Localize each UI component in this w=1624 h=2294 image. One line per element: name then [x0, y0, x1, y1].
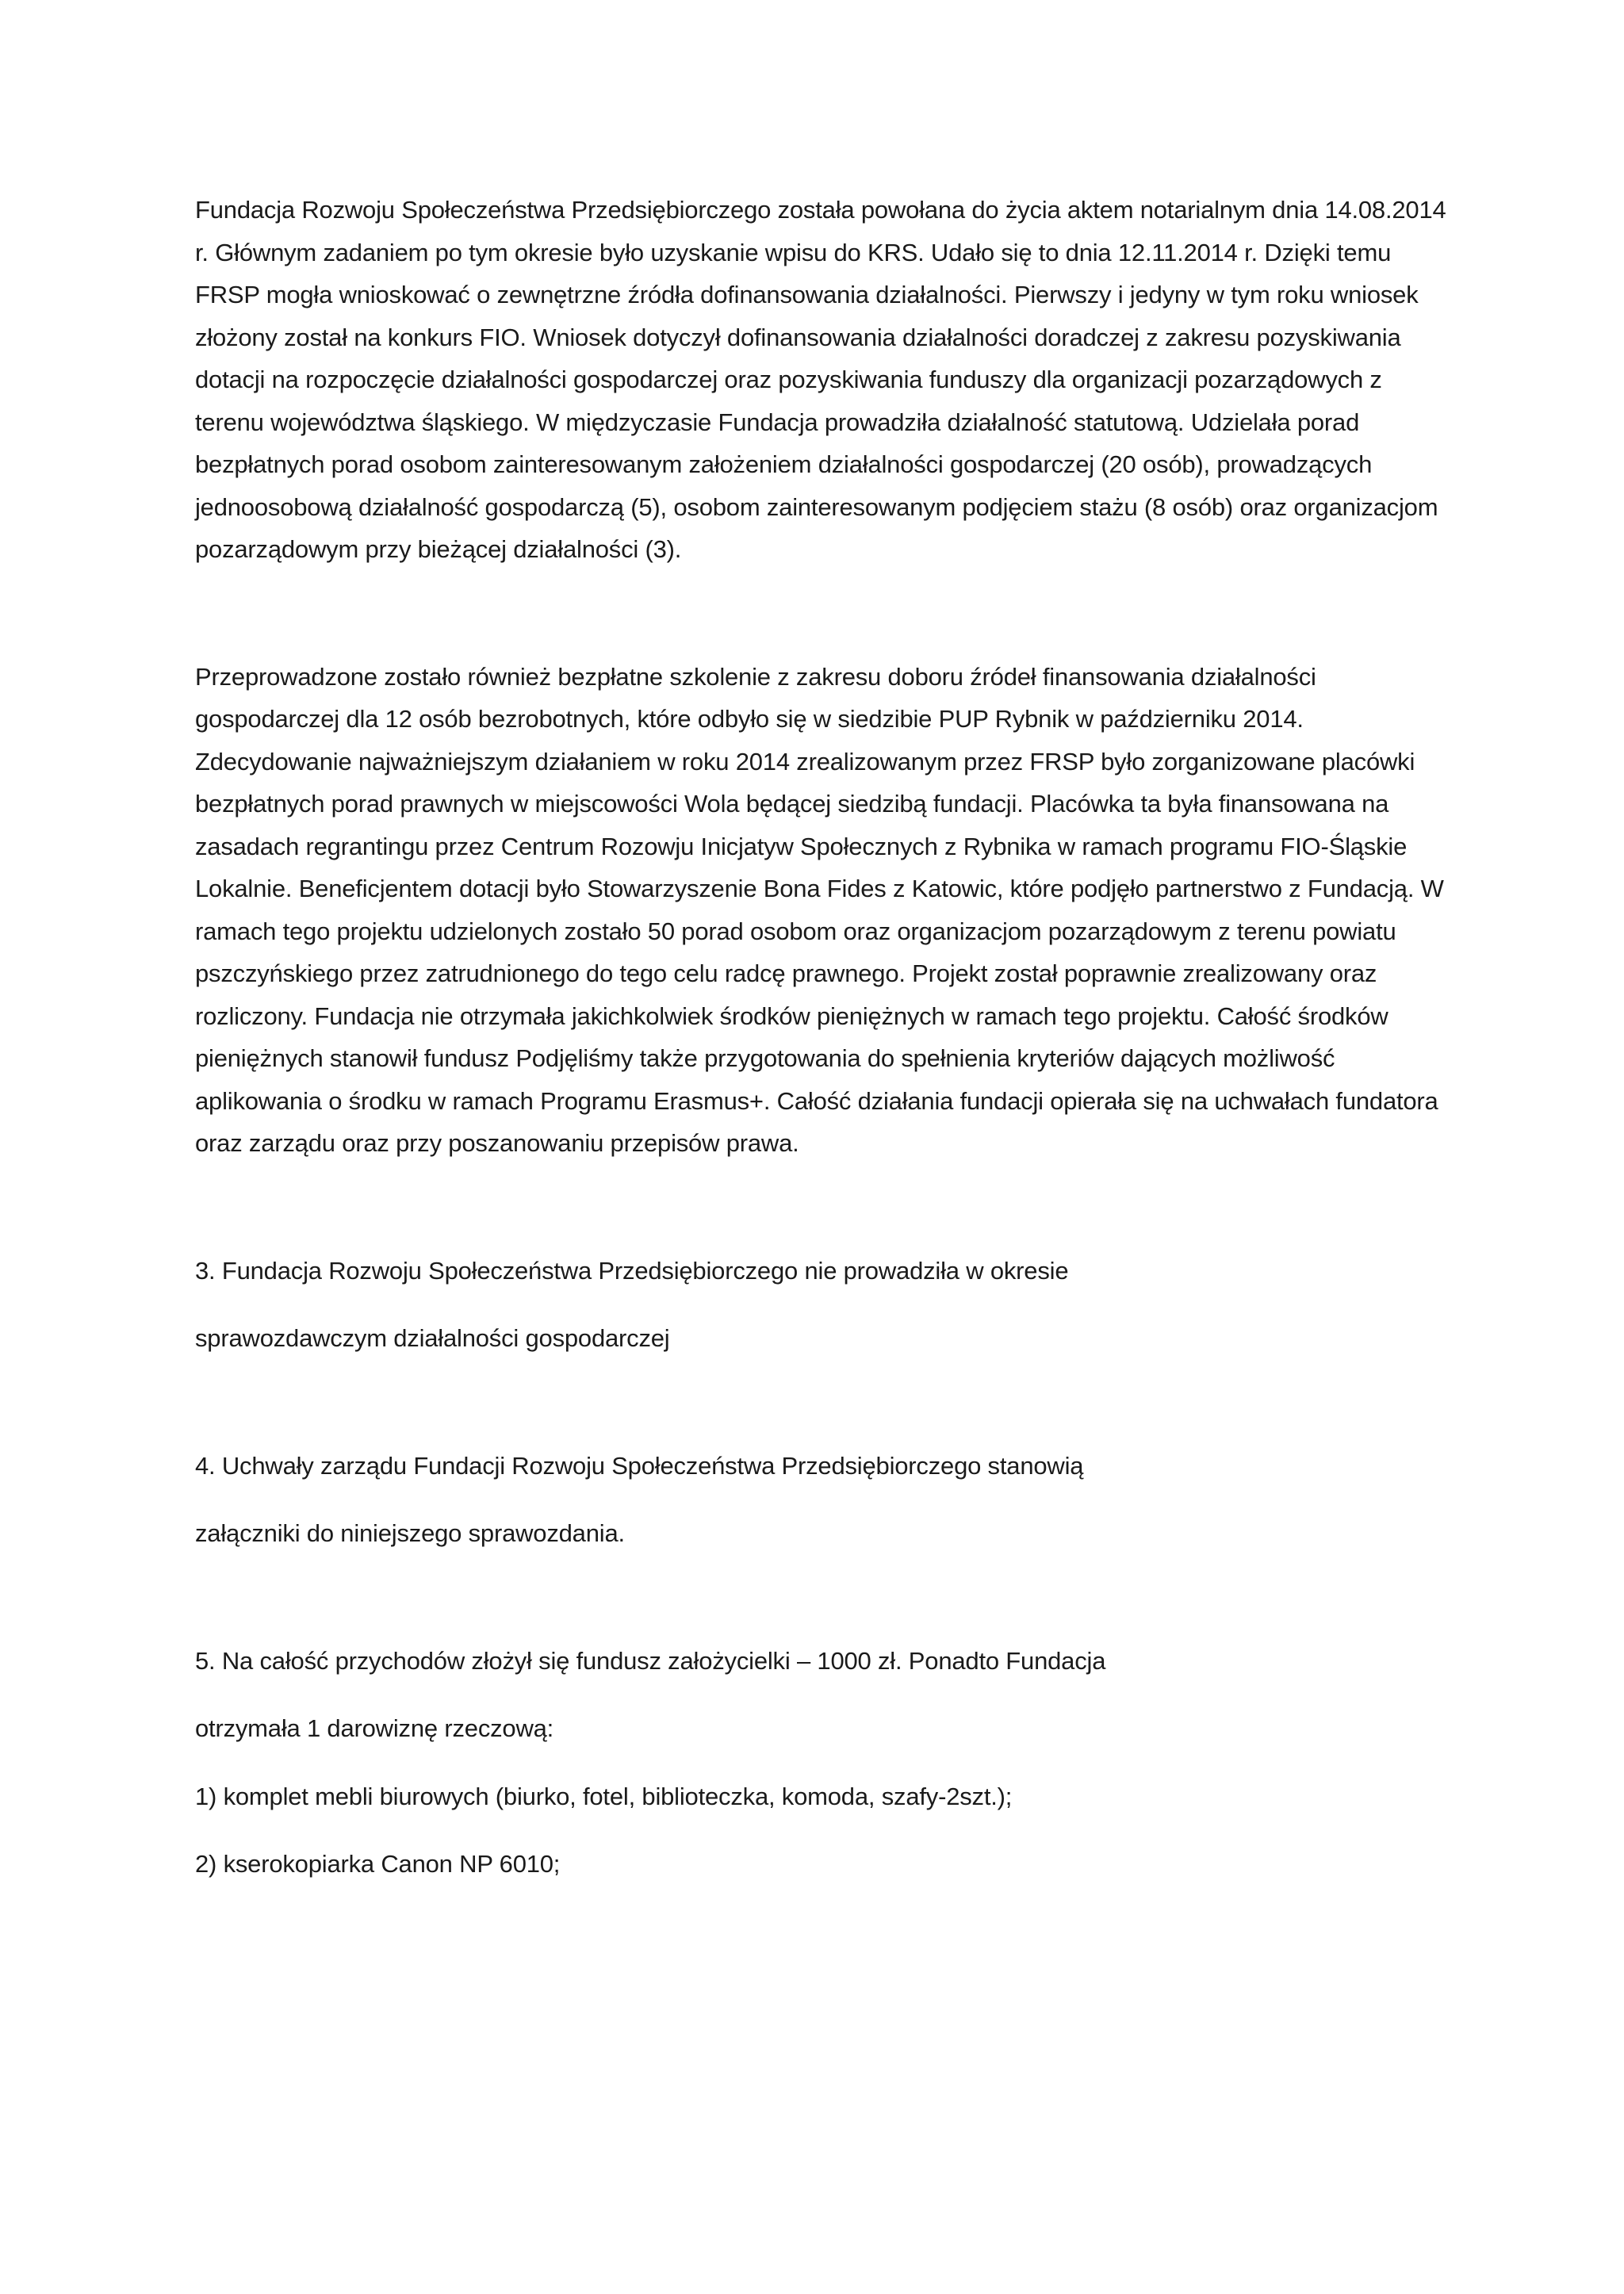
document-body	[195, 189, 1448, 1886]
item-3-line-2: sprawozdawczym działalności gospodarczej	[195, 1324, 670, 1352]
paragraph-activities-2014: Fundacja Rozwoju Społeczeństwa Przedsiębiorczego została powołana do życia aktem notarialnym dnia 14.08.2014 r. Głównym zadaniem po tym okresie było uzyskanie wpisu do KRS. Udało się to dnia 12.11.2014 r. Dzięki temu FRSP mogła wnioskować o zewnętrzne źródła dofinansowania działalności. Pierwszy i jedyny w tym roku wniosek złożony został na konkurs FIO. Wniosek dotyczył dofinansowania działalności doradczej z zakresu pozyskiwania dotacji na rozpoczęcie działalności gospodarczej oraz pozyskiwania funduszy dla organizacji pozarządowych z terenu województwa śląskiego. W międzyczasie Fundacja prowadziła działalność statutową. Udzielała porad bezpłatnych porad osobom zainteresowanym założeniem działalności gospodarczej (20 osób), prowadzących jednoosobową działalność gospodarczą (5), osobom zainteresowanym podjęciem stażu (8 osób) oraz organizacjom pozarządowym przy bieżącej działalności (3).	[195, 196, 1446, 563]
item-3-line-1: 3. Fundacja Rozwoju Społeczeństwa Przedsiębiorczego nie prowadziła w okresie	[195, 1256, 1069, 1285]
item-5-sub-1: 1) komplet mebli biurowych (biurko, fotel, biblioteczka, komoda, szafy-2szt.);	[195, 1782, 1013, 1810]
item-5-line-1: 5. Na całość przychodów złożył się fundusz założycielki – 1000 zł. Ponadto Fundacja	[195, 1646, 1106, 1675]
item-5-sub-2: 2) kserokopiarka Canon NP 6010;	[195, 1850, 561, 1878]
spacer	[195, 1750, 1448, 1775]
paragraph-training-and-legal-aid: Przeprowadzone zostało również bezpłatne szkolenie z zakresu doboru źródeł finansowania działalności gospodarczej dla 12 osób bezrobotnych, które odbyło się w siedzibie PUP Rybnik w październiku 2014. Zdecydowanie najważniejszym działaniem w roku 2014 zrealizowanym przez FRSP było zorganizowane placówki bezpłatnych porad prawnych w miejscowości Wola będącej siedzibą fundacji. Placówka ta była finansowana na zasadach regrantingu przez Centrum Rozowju Inicjatyw Społecznych z Rybnika w ramach programu FIO-Śląskie Lokalnie. Beneficjentem dotacji było Stowarzyszenie Bona Fides z Katowic, które podjęło partnerstwo z Fundacją. W ramach tego projektu udzielonych zostało 50 porad osobom oraz organizacjom pozarządowym z terenu powiatu pszczyńskiego przez zatrudnionego do tego celu radcę prawnego. Projekt został poprawnie zrealizowany oraz rozliczony. Fundacja nie otrzymała jakichkolwiek środków pieniężnych w ramach tego projektu. Całość środków pieniężnych stanowił fundusz Podjęliśmy także przygotowania do spełnienia kryteriów dających możliwość aplikowania o środku w ramach Programu Erasmus+. Całość działania fundacji opierała się na uchwałach fundatora oraz zarządu oraz przy poszanowaniu przepisów prawa.	[195, 662, 1444, 1157]
spacer	[195, 1682, 1448, 1707]
item-5-line-2: otrzymała 1 darowiznę rzeczową:	[195, 1714, 554, 1742]
spacer	[195, 1360, 1448, 1445]
spacer	[195, 1292, 1448, 1317]
spacer	[195, 1817, 1448, 1843]
spacer	[195, 1555, 1448, 1640]
item-4-line-1: 4. Uchwały zarządu Fundacji Rozwoju Społeczeństwa Przedsiębiorczego stanowią	[195, 1451, 1084, 1480]
spacer	[195, 1487, 1448, 1512]
item-4-line-2: załączniki do niniejszego sprawozdania.	[195, 1519, 625, 1547]
